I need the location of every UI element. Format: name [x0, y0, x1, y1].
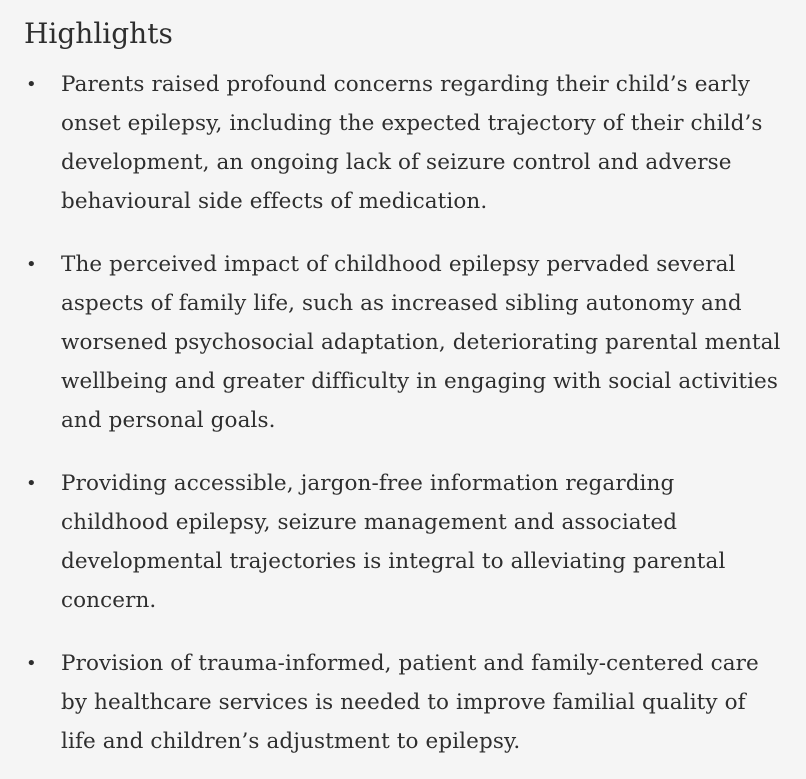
list-item: [24, 644, 786, 761]
bullet-icon: •: [26, 653, 37, 674]
list-item: [24, 245, 786, 440]
list-item: [24, 65, 786, 221]
list-item-text: The perceived impact of childhood epilepsy pervaded several aspects of family life, such as increased sibling autonomy and worsened psychosocial adaptation, deteriorating parental mental wellbeing and greater difficulty in engaging with social activities and personal goals.: [61, 252, 781, 433]
bullet-icon: •: [26, 74, 37, 95]
section-title: Highlights: [24, 17, 173, 50]
list-item-text: Providing accessible, jargon-free information regarding childhood epilepsy, seizure management and associated developmental trajectories is integral to alleviating parental concern.: [61, 471, 726, 613]
bullet-icon: •: [26, 254, 37, 275]
list-item-text: Parents raised profound concerns regarding their child’s early onset epilepsy, including the expected trajectory of their child’s development, an ongoing lack of seizure control and adverse behavioural side effects of medication.: [61, 72, 763, 214]
highlights-list: [24, 65, 786, 761]
list-item-text: Provision of trauma-informed, patient and family-centered care by healthcare services is needed to improve familial quality of life and children’s adjustment to epilepsy.: [61, 651, 759, 754]
list-item: [24, 464, 786, 620]
bullet-icon: •: [26, 473, 37, 494]
